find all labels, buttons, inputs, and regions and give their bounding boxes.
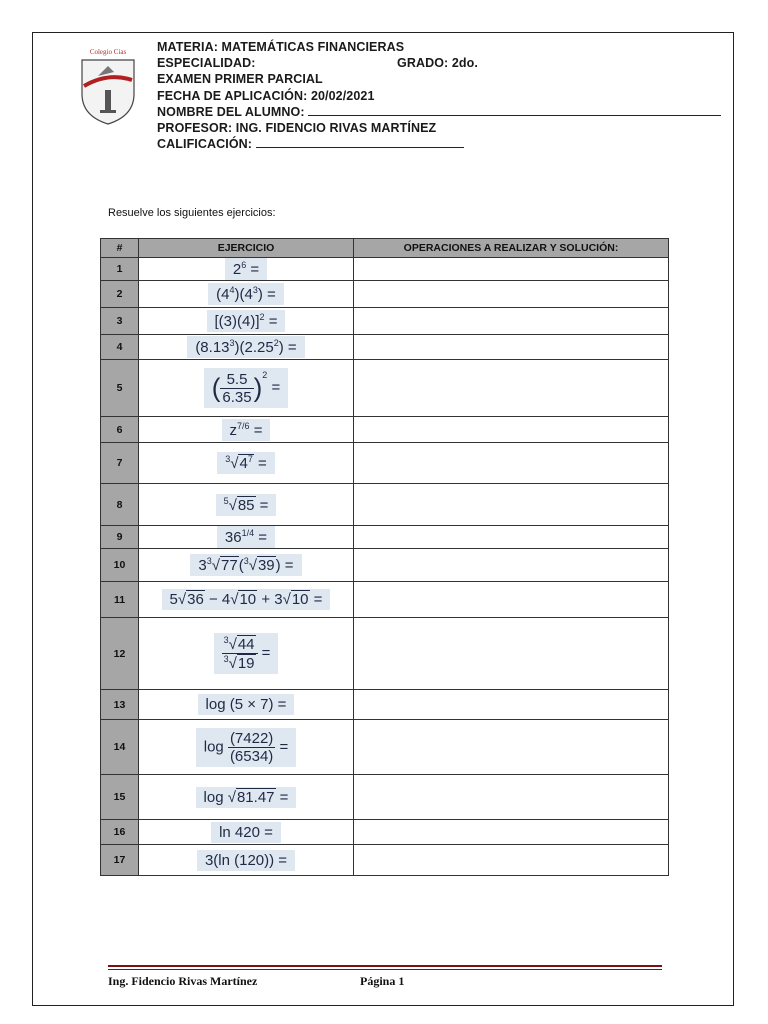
exam-title: EXAMEN PRIMER PARCIAL [157,72,323,87]
solution-cell[interactable] [354,690,669,720]
school-logo [74,46,142,126]
solution-cell[interactable] [354,308,669,335]
exercise-expression: log (5 × 7) = [139,690,354,720]
exercise-expression: $[(3)(4)]^2$ = [139,308,354,335]
row-number: 8 [101,484,139,526]
table-row [101,417,669,443]
student-name-line [157,104,721,120]
solution-cell[interactable] [354,335,669,360]
row-number: 6 [101,417,139,443]
table-row [101,484,669,526]
solution-cell[interactable] [354,281,669,308]
grade-label: GRADO: 2do. [397,56,478,71]
exercise-expression: log √81.47 = [139,775,354,820]
solution-cell[interactable] [354,258,669,281]
table-row [101,582,669,618]
row-number: 14 [101,720,139,775]
student-name-blank[interactable] [308,104,721,116]
exam-header [157,39,721,152]
row-number: 2 [101,281,139,308]
row-number: 15 [101,775,139,820]
table-header-row [101,239,669,258]
solution-cell[interactable] [354,484,669,526]
solution-cell[interactable] [354,526,669,549]
solution-cell[interactable] [354,582,669,618]
exercise-expression: $(4^4)(4^3)$ = [139,281,354,308]
footer-page-number: Página 1 [360,974,405,988]
row-number: 4 [101,335,139,360]
exercise-table [100,238,669,876]
exercise-expression: log $\frac{(7422)}{(6534)}$ = [139,720,354,775]
footer-rule [108,965,662,967]
solution-cell[interactable] [354,360,669,417]
table-row [101,360,669,417]
instructions: Resuelve los siguientes ejercicios: [108,207,276,219]
exercise-expression: $3^3√77(^3√39)$ = [139,549,354,582]
exercise-expression: $\frac{^3√44}{^3√19}$ = [139,618,354,690]
exercise-expression: $^3√4^7$ = [139,443,354,484]
table-row [101,720,669,775]
row-number: 17 [101,845,139,876]
row-number: 9 [101,526,139,549]
exercise-expression: $z^{7/6}$ = [139,417,354,443]
col-exercise-header: EJERCICIO [139,239,354,258]
exercise-expression: ( $\frac{5.5}{6.35}$ )$^2$ = [139,360,354,417]
table-row [101,775,669,820]
specialty-label: ESPECIALIDAD: [157,56,256,71]
table-row [101,308,669,335]
table-row [101,443,669,484]
exercise-expression: 5√36 − 4√10 + 3√10 = [139,582,354,618]
date-line: FECHA DE APLICACIÓN: 20/02/2021 [157,88,375,103]
grade-score-line [157,136,721,152]
solution-cell[interactable] [354,417,669,443]
row-number: 16 [101,820,139,845]
subject-line: MATERIA: MATEMÁTICAS FINANCIERAS [157,40,405,54]
table-row [101,690,669,720]
row-number: 13 [101,690,139,720]
solution-cell[interactable] [354,720,669,775]
row-number: 3 [101,308,139,335]
table-row [101,281,669,308]
exercise-expression: $^5$√85 = [139,484,354,526]
specialty-line [157,55,721,71]
row-number: 7 [101,443,139,484]
solution-cell[interactable] [354,618,669,690]
teacher-line: PROFESOR: ING. FIDENCIO RIVAS MARTÍNEZ [157,120,437,135]
row-number: 1 [101,258,139,281]
exercise-expression: 3(ln (120)) = [139,845,354,876]
logo-text: Colegio Cias [89,48,127,56]
exercise-expression: $(8.13^3)(2.25^2)$ = [139,335,354,360]
col-solution-header: OPERACIONES A REALIZAR Y SOLUCIÓN: [354,239,669,258]
row-number: 5 [101,360,139,417]
grade-score-label: CALIFICACIÓN: [157,137,253,152]
solution-cell[interactable] [354,775,669,820]
solution-cell[interactable] [354,443,669,484]
exercise-expression: ln 420 = [139,820,354,845]
table-row [101,526,669,549]
exercise-expression: $36^{1/4}$ = [139,526,354,549]
row-number: 10 [101,549,139,582]
col-number-header: # [101,239,139,258]
exercise-expression: $2^6$ = [139,258,354,281]
student-name-label: NOMBRE DEL ALUMNO: [157,104,305,119]
row-number: 12 [101,618,139,690]
footer-rule-thin [108,969,662,970]
table-row [101,845,669,876]
table-row [101,335,669,360]
table-row [101,549,669,582]
solution-cell[interactable] [354,820,669,845]
solution-cell[interactable] [354,845,669,876]
footer-author: Ing. Fidencio Rivas Martínez [108,974,258,988]
row-number: 11 [101,582,139,618]
table-row [101,618,669,690]
table-row [101,258,669,281]
grade-score-blank[interactable] [256,136,464,148]
table-row [101,820,669,845]
solution-cell[interactable] [354,549,669,582]
